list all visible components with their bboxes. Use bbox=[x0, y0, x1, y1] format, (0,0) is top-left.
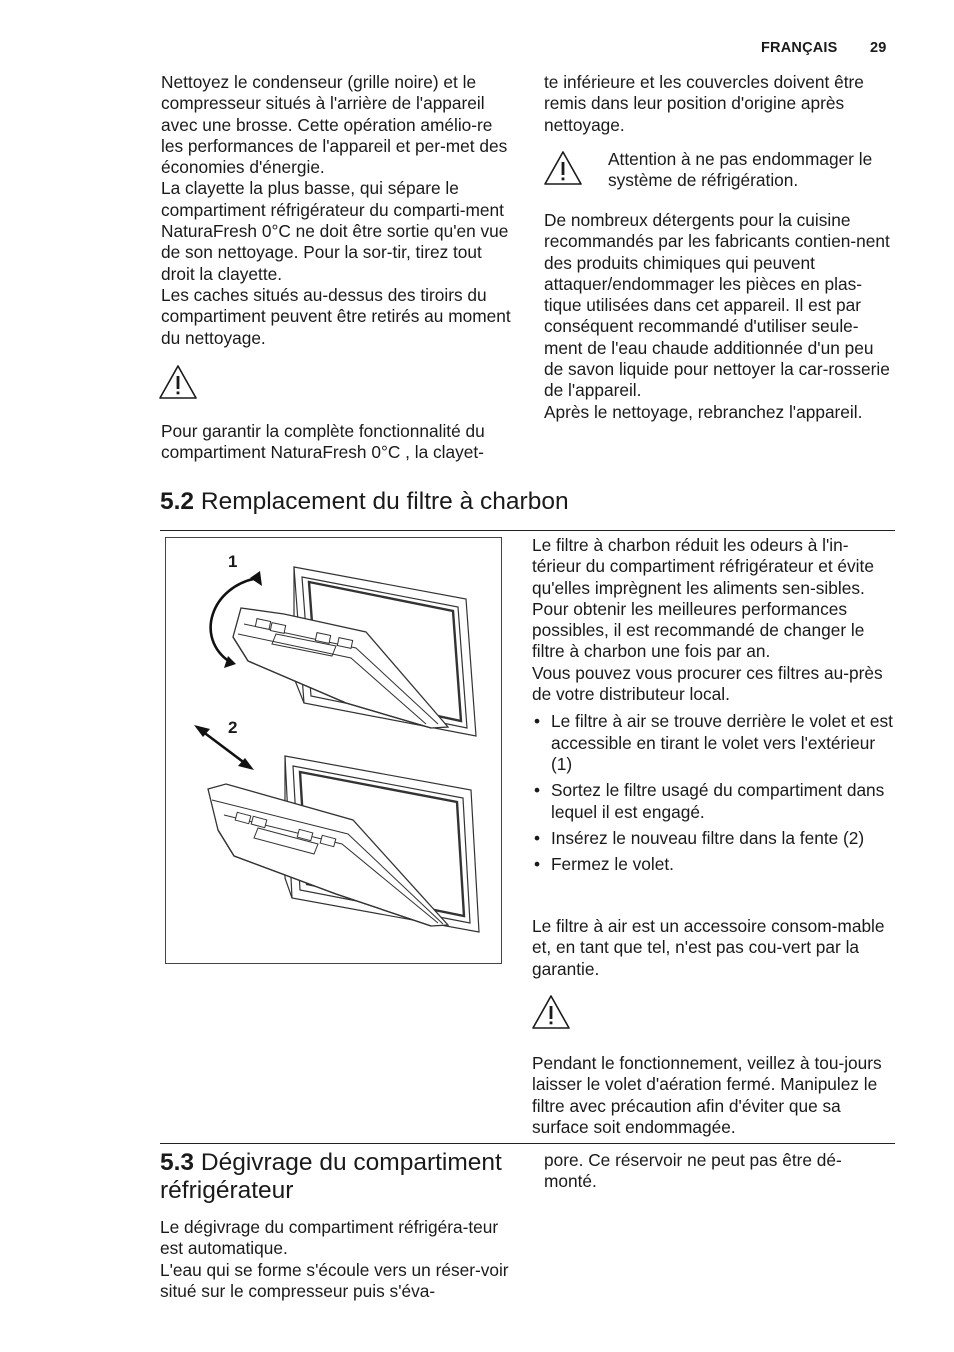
filter-para-2: Pour obtenir les meilleures performances possibles, il est recommandé de changer le filtre à charbon une fois par an. bbox=[532, 598, 865, 662]
defrost-para-3: pore. Ce réservoir ne peut pas être dé-monté. bbox=[544, 1150, 842, 1192]
warning-triangle-icon bbox=[158, 364, 198, 400]
left-para-1: Nettoyez le condenseur (grille noire) et le compresseur situés à l'arrière de l'appareil avec une brosse. Cette opération amélio-re les performances de l'appareil et per-met des économies d'énergie. bbox=[161, 72, 508, 178]
section-5-3-title-line-1: Dégivrage du compartiment bbox=[200, 1149, 502, 1176]
list-item: • Sortez le filtre usagé du compartiment dans lequel il est engagé. bbox=[532, 780, 894, 823]
section-5-2-number: 5.2 bbox=[160, 488, 195, 515]
filter-warning-para: Pendant le fonctionnement, veillez à tou-jours laisser le volet d'aération fermé. Manipulez le filtre avec précaution afin d'éviter que sa surface soit endommagée. bbox=[532, 1053, 882, 1137]
warning-triangle-icon bbox=[543, 150, 583, 186]
list-item: • Insérez le nouveau filtre dans la fente (2) bbox=[532, 828, 894, 849]
list-item: • Fermez le volet. bbox=[532, 854, 894, 875]
left-para-2: La clayette la plus basse, qui sépare le compartiment réfrigérateur du comparti-ment NaturaFresh 0°C ne doit être sortie qu'en vue de son nettoyage. Pour la sor-tir, tirez tout droit la clayette. bbox=[161, 178, 509, 284]
section-5-3-left-text bbox=[160, 1217, 516, 1302]
right-para-2: De nombreux détergents pour la cuisine recommandés par les fabricants contien-nent des produits chimiques qui peuvent attaquer/endommager les pièces en plas-tique utilisées dans cet appareil. Il est par conséquent recommandé d'utiliser seule-ment de l'eau chaude additionnée d'un peu de savon liquide pour nettoyer la car-rosserie de l'appareil. bbox=[544, 210, 890, 401]
section-5-3-rule bbox=[160, 1143, 895, 1144]
left-column bbox=[161, 72, 517, 349]
filter-figure bbox=[165, 537, 502, 964]
filter-para-1: Le filtre à charbon réduit les odeurs à l'in-térieur du compartiment réfrigérateur et évite qu'elles imprègnent les aliments sen-sibles. bbox=[532, 535, 874, 598]
figure-label-1: 1 bbox=[228, 552, 238, 571]
section-5-3-title-line-2: réfrigérateur bbox=[160, 1177, 294, 1204]
section-5-2-text bbox=[532, 535, 894, 880]
filter-steps-list bbox=[532, 711, 894, 875]
warning-triangle-icon bbox=[531, 994, 571, 1030]
page-number: 29 bbox=[870, 40, 887, 56]
left-para-3: Les caches situés au-dessus des tiroirs du compartiment peuvent être retirés au moment du nettoyage. bbox=[161, 284, 511, 348]
section-5-2-heading bbox=[160, 488, 569, 516]
defrost-para-2: L'eau qui se forme s'écoule vers un réser-voir situé sur le compresseur puis s'éva- bbox=[160, 1259, 509, 1301]
section-5-2-title: Remplacement du filtre à charbon bbox=[200, 488, 569, 515]
right-para-1: te inférieure et les couvercles doivent être remis dans leur position d'origine après nettoyage. bbox=[544, 72, 864, 135]
right-column-body bbox=[544, 210, 894, 423]
section-5-3-heading bbox=[160, 1149, 520, 1205]
warning-text: Attention à ne pas endommager le système de réfrigération. bbox=[608, 149, 873, 191]
left-para-4: Pour garantir la complète fonctionnalité du compartiment NaturaFresh 0°C , la clayet- bbox=[161, 421, 485, 463]
section-5-2-rule bbox=[160, 530, 895, 531]
figure-label-2: 2 bbox=[228, 718, 238, 737]
filter-para-4: Le filtre à air est un accessoire consom-mable et, en tant que tel, n'est pas cou-vert par la garantie. bbox=[532, 916, 885, 979]
header-language: FRANÇAIS bbox=[761, 40, 838, 56]
defrost-para-1: Le dégivrage du compartiment réfrigéra-teur est automatique. bbox=[160, 1217, 499, 1259]
right-para-3: Après le nettoyage, rebranchez l'appareil. bbox=[544, 401, 863, 422]
filter-illustration bbox=[166, 538, 501, 963]
filter-para-3: Vous pouvez vous procurer ces filtres au-près de votre distributeur local. bbox=[532, 662, 883, 705]
list-item: • Le filtre à air se trouve derrière le volet et est accessible en tirant le volet vers l'extérieur (1) bbox=[532, 711, 894, 775]
section-5-3-number: 5.3 bbox=[160, 1149, 195, 1176]
